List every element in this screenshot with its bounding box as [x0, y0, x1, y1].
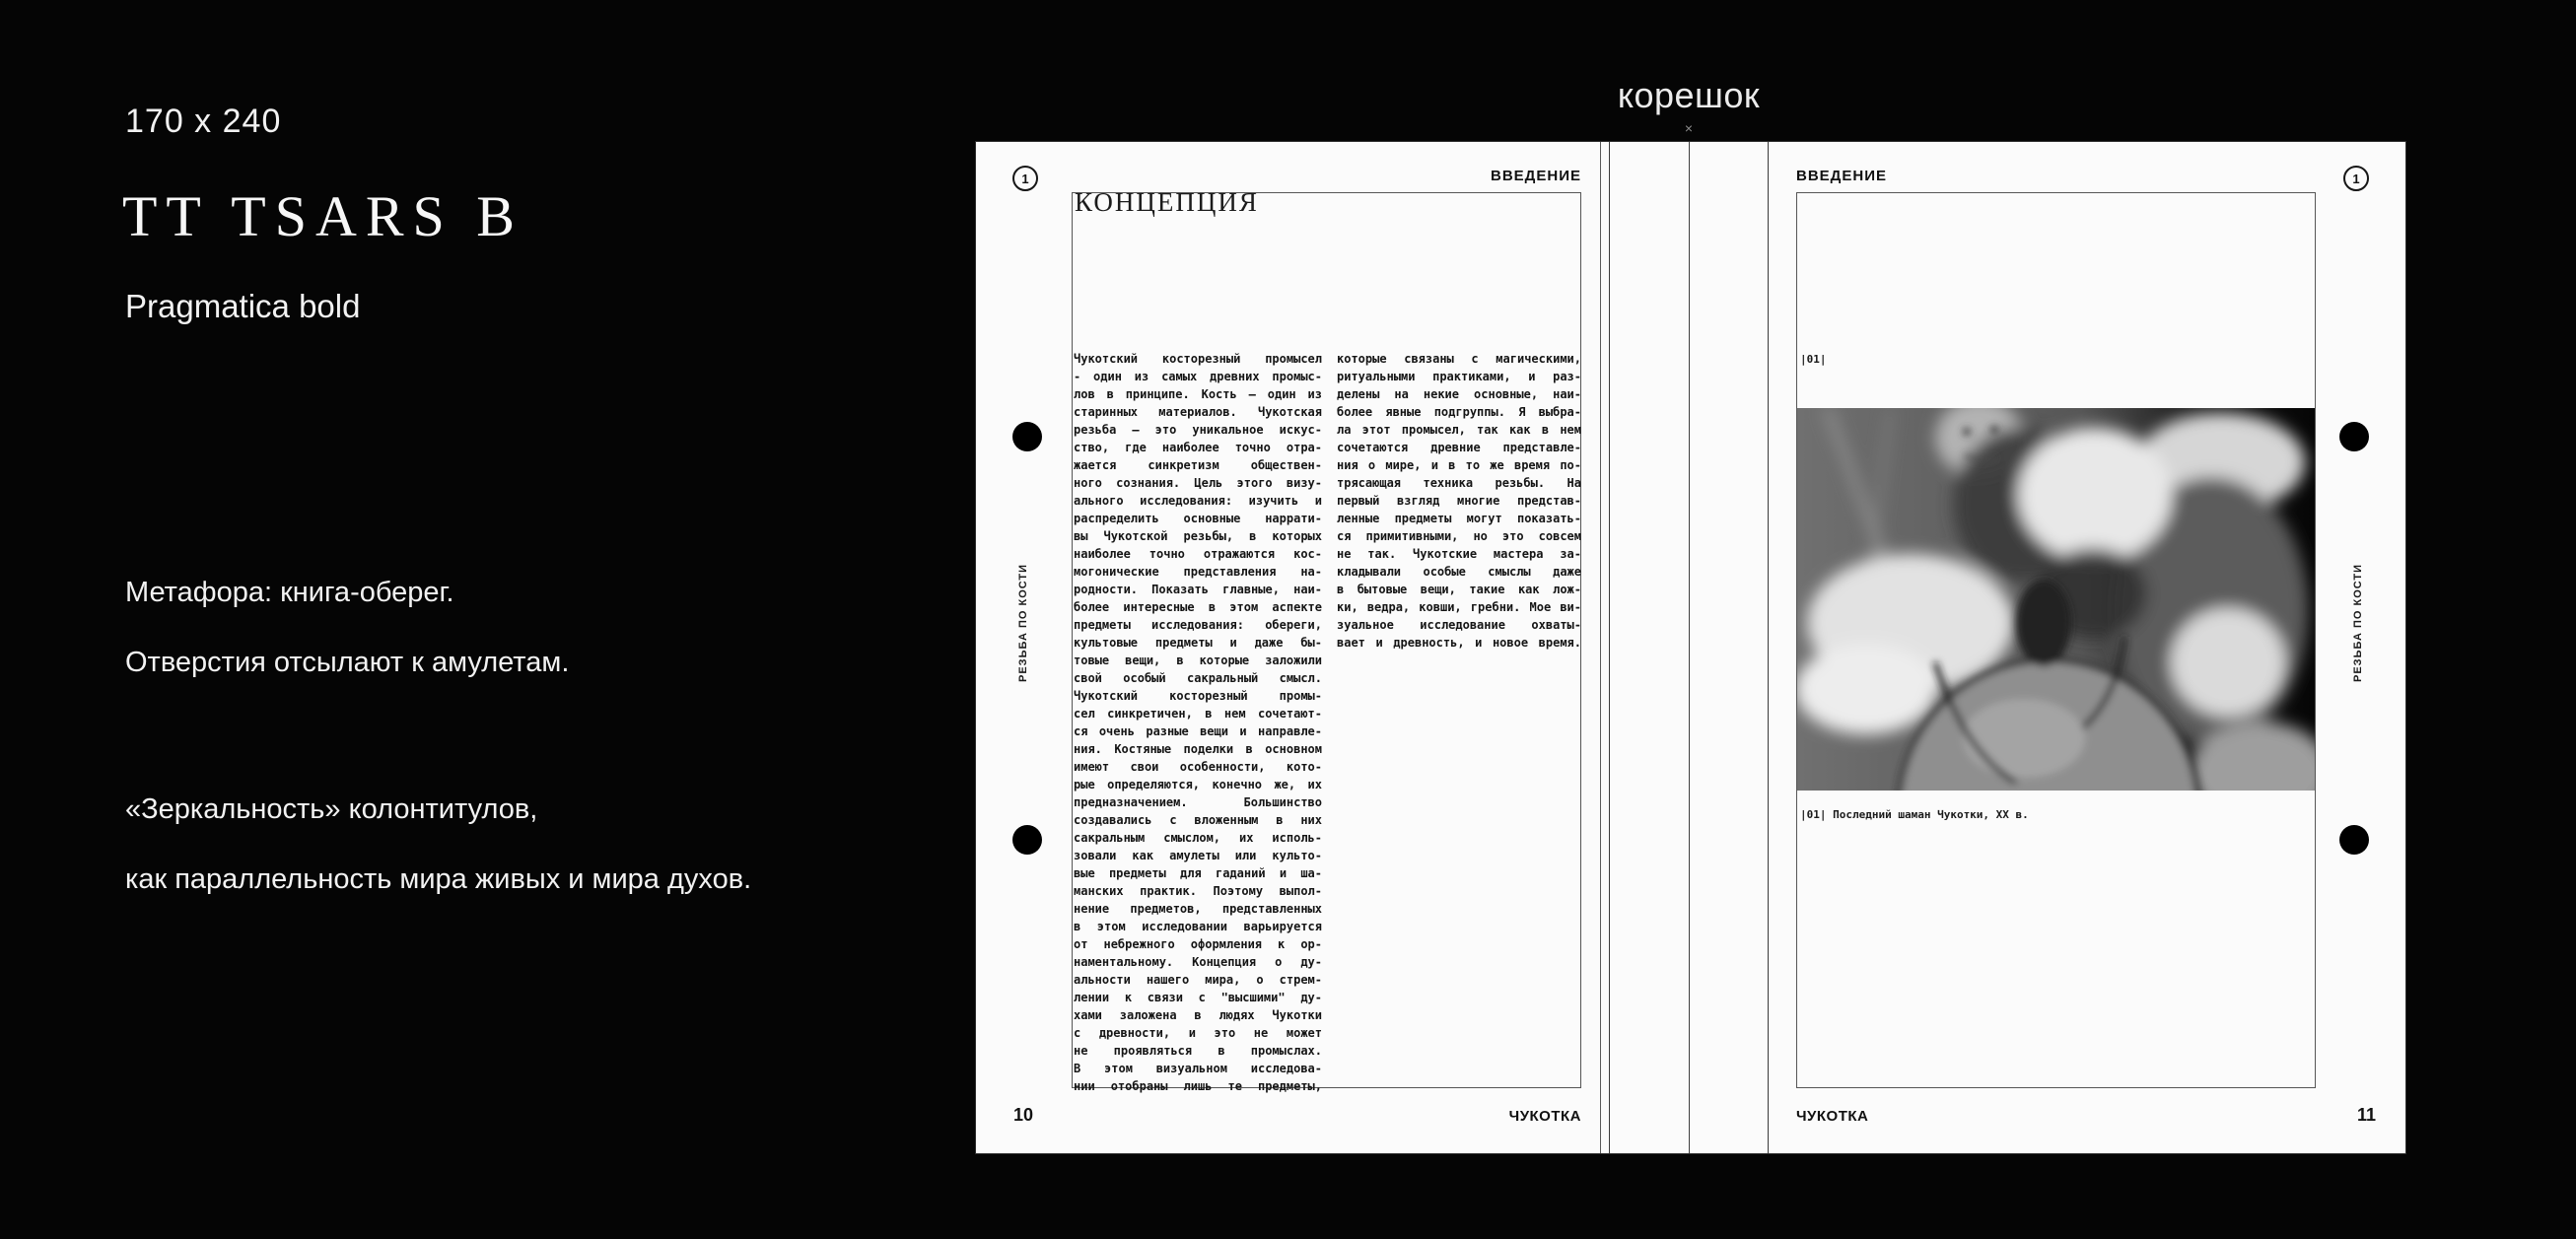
- body-column-2: [1337, 350, 1581, 652]
- text-line: не проявляться в промыслах.: [1074, 1044, 1322, 1058]
- page-title: КОНЦЕПЦИЯ: [1075, 187, 1259, 217]
- text-line: наментальному. Концепция о ду-: [1074, 955, 1322, 969]
- metaphor-note: [125, 558, 569, 698]
- text-line: резьба — это уникальное искус-: [1074, 423, 1322, 437]
- text-line: трясающая техника резьбы. На: [1337, 476, 1581, 490]
- text-line: Чукотский косторезный промысел: [1074, 352, 1322, 366]
- text-line: ния. Костяные поделки в основном: [1074, 742, 1322, 756]
- text-line: - один из самых древних промыс-: [1074, 370, 1322, 383]
- text-line: первый взгляд многие представ-: [1337, 494, 1581, 508]
- text-line: В этом визуальном исследова-: [1074, 1062, 1322, 1075]
- spine-fold-line: [1689, 142, 1690, 1153]
- book-format-label: 170 x 240: [125, 103, 282, 140]
- text-line: Метафора: книга-оберег.: [125, 577, 454, 608]
- text-line: ла этот промысел, так как в нем: [1337, 423, 1581, 437]
- text-line: в бытовые вещи, такие как лож-: [1337, 583, 1581, 596]
- amulet-hole-dot: [2339, 422, 2369, 451]
- text-line: предназначением. Большинство: [1074, 795, 1322, 809]
- text-line: хами заложена в людях Чукотки: [1074, 1008, 1322, 1022]
- shaman-photo: [1797, 408, 2315, 791]
- side-running-title-left: РЕЗЬБА ПО КОСТИ: [1017, 563, 1029, 683]
- text-line: ки, ведра, ковши, гребни. Мое ви-: [1337, 600, 1581, 614]
- text-line: более явные подгруппы. Я выбра-: [1337, 405, 1581, 419]
- secondary-typeface-name: Pragmatica bold: [125, 288, 361, 324]
- text-line: зуальное исследование охваты-: [1337, 618, 1581, 632]
- text-line: распределить основные наррати-: [1074, 512, 1322, 525]
- text-line: ство, где наиболее точно отра-: [1074, 441, 1322, 454]
- amulet-hole-dot: [2339, 825, 2369, 855]
- text-line: от небрежного оформления к ор-: [1074, 937, 1322, 951]
- text-line: культовые предметы и даже бы-: [1074, 636, 1322, 650]
- running-head-right-page: ВВЕДЕНИЕ: [1796, 168, 1887, 184]
- text-line: зовали как амулеты или культо-: [1074, 849, 1322, 862]
- text-line: предметы исследования: обереги,: [1074, 618, 1322, 632]
- text-line: «Зеркальность» колонтитулов,: [125, 793, 538, 825]
- spine-label: корешок: [1617, 75, 1761, 115]
- text-line: которые связаны с магическими,: [1337, 352, 1581, 366]
- amulet-hole-dot: [1012, 825, 1042, 855]
- text-line: свой особый сакральный смысл.: [1074, 671, 1322, 685]
- chapter-number-badge: 1: [2343, 166, 2369, 191]
- page-edge-line: [1609, 142, 1610, 1153]
- text-line: родности. Показать главные, наи-: [1074, 583, 1322, 596]
- text-line: Чукотский косторезный промы-: [1074, 689, 1322, 703]
- text-line: нии отобраны лишь те предметы,: [1074, 1079, 1322, 1093]
- text-line: рые определяются, конечно же, их: [1074, 778, 1322, 792]
- figure-caption: |01| Последний шаман Чукотки, XX в.: [1800, 808, 2029, 821]
- page-number-right: 11: [2356, 1105, 2376, 1125]
- fold-crop-mark: ×: [1684, 120, 1694, 136]
- text-line: сочетаются древние представле-: [1337, 441, 1581, 454]
- mirror-headers-note: [125, 775, 751, 915]
- text-line: ся очень разные вещи и направле-: [1074, 724, 1322, 738]
- text-line: лении к связи с "высшими" ду-: [1074, 991, 1322, 1004]
- text-line: нение предметов, представленных: [1074, 902, 1322, 916]
- text-line: могонические представления на-: [1074, 565, 1322, 579]
- text-line: имеют свои особенности, кото-: [1074, 760, 1322, 774]
- text-line: сел синкретичен, в нем сочетают-: [1074, 707, 1322, 721]
- text-line: вы Чукотской резьбы, в которых: [1074, 529, 1322, 543]
- text-line: создавались с вложенным в них: [1074, 813, 1322, 827]
- figure-number-label: |01|: [1800, 353, 1827, 366]
- text-line: не так. Чукотские мастера за-: [1337, 547, 1581, 561]
- text-line: вает и древность, и новое время.: [1337, 636, 1581, 650]
- footer-region-right: ЧУКОТКА: [1796, 1108, 1869, 1125]
- text-line: кладывали особые смыслы даже: [1337, 565, 1581, 579]
- text-line: делены на некие основные, наи-: [1337, 387, 1581, 401]
- text-line: ального исследования: изучить и: [1074, 494, 1322, 508]
- text-line: старинных материалов. Чукотская: [1074, 405, 1322, 419]
- chapter-number-badge: 1: [1012, 166, 1038, 191]
- footer-region-left: ЧУКОТКА: [1508, 1108, 1581, 1125]
- page-edge-line: [1768, 142, 1769, 1153]
- text-line: в этом исследовании варьируется: [1074, 920, 1322, 933]
- text-line: ся примитивными, но это совсем: [1337, 529, 1581, 543]
- text-line: жается синкретизм обществен-: [1074, 458, 1322, 472]
- side-running-title-right: РЕЗЬБА ПО КОСТИ: [2352, 563, 2364, 683]
- body-column-1: [1074, 350, 1322, 1095]
- text-line: ленные предметы могут показать-: [1337, 512, 1581, 525]
- book-spread: [976, 142, 2405, 1153]
- text-line: как параллельность мира живых и мира духов.: [125, 863, 752, 895]
- text-line: ного сознания. Цель этого визу-: [1074, 476, 1322, 490]
- amulet-hole-dot: [1012, 422, 1042, 451]
- page-edge-line: [1600, 142, 1601, 1153]
- text-line: с древности, и это не может: [1074, 1026, 1322, 1040]
- text-line: товые вещи, в которые заложили: [1074, 654, 1322, 667]
- text-line: вые предметы для гаданий и ша-: [1074, 866, 1322, 880]
- text-line: наиболее точно отражаются кос-: [1074, 547, 1322, 561]
- text-line: альности нашего мира, о стрем-: [1074, 973, 1322, 987]
- text-line: ния о мире, и в то же время по-: [1337, 458, 1581, 472]
- display-typeface-name: TT TSARS B: [122, 184, 523, 248]
- text-line: более интересные в этом аспекте: [1074, 600, 1322, 614]
- shaman-photo-graphic: [1797, 408, 2315, 791]
- text-line: сакральным смыслом, их исполь-: [1074, 831, 1322, 845]
- text-line: ритуальными практиками, и раз-: [1337, 370, 1581, 383]
- text-line: манских практик. Поэтому выпол-: [1074, 884, 1322, 898]
- text-line: лов в принципе. Кость — один из: [1074, 387, 1322, 401]
- text-line: Отверстия отсылают к амулетам.: [125, 647, 570, 678]
- page-number-left: 10: [1013, 1105, 1034, 1125]
- running-head-left-page: ВВЕДЕНИЕ: [1491, 168, 1581, 184]
